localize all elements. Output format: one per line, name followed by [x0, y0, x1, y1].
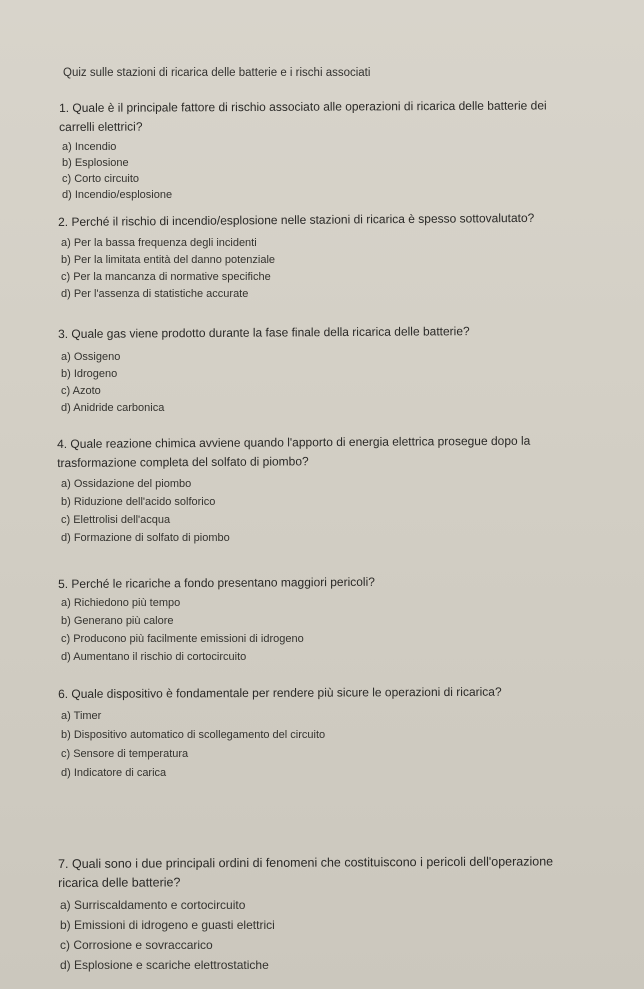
- option-c: c) Elettrolisi dell'acqua: [61, 514, 171, 526]
- option-d: d) Esplosione e scariche elettrostatiche: [60, 958, 269, 972]
- option-b: b) Emissioni di idrogeno e guasti elettrici: [60, 918, 275, 932]
- question-text: [58, 209, 534, 232]
- option-c: c) Azoto: [61, 385, 101, 397]
- question-line-1: 6. Quale dispositivo è fondamentale per rendere più sicure le operazioni di ricarica?: [58, 684, 502, 701]
- option-b: b) Esplosione: [62, 157, 129, 169]
- option-d: d) Incendio/esplosione: [62, 189, 173, 201]
- option-a: a) Ossigeno: [61, 351, 121, 363]
- quiz-title: Quiz sulle stazioni di ricarica delle batterie e i rischi associati: [63, 67, 371, 79]
- option-a: a) Timer: [61, 710, 102, 722]
- option-c: c) Corrosione e sovraccarico: [60, 938, 213, 952]
- option-b: b) Per la limitata entità del danno potenziale: [61, 254, 276, 266]
- question-text: [58, 852, 553, 893]
- option-c: c) Corto circuito: [62, 173, 140, 185]
- option-b: b) Idrogeno: [61, 368, 118, 380]
- option-d: d) Aumentano il rischio di cortocircuito: [61, 651, 247, 663]
- option-c: c) Sensore di temperatura: [61, 748, 189, 760]
- question-text: [58, 573, 375, 594]
- option-a: a) Incendio: [62, 141, 117, 153]
- question-text: [58, 322, 470, 344]
- question-line-2: ricarica delle batterie?: [58, 875, 181, 890]
- question-text: [57, 432, 531, 473]
- option-b: b) Riduzione dell'acido solforico: [61, 496, 216, 508]
- question-line-1: 4. Quale reazione chimica avviene quando l'apporto di energia elettrica prosegue dopo la: [57, 433, 531, 451]
- option-c: c) Per la mancanza di normative specifiche: [61, 271, 271, 283]
- option-a: a) Richiedono più tempo: [61, 597, 181, 609]
- question-line-2: carrelli elettrici?: [59, 119, 143, 134]
- option-a: a) Ossidazione del piombo: [61, 478, 192, 490]
- question-text: [58, 683, 502, 704]
- question-text: [59, 96, 547, 137]
- question-line-1: 2. Perché il rischio di incendio/esplosione nelle stazioni di ricarica è spesso sottovalutato?: [58, 210, 535, 229]
- option-a: a) Per la bassa frequenza degli incidenti: [61, 237, 257, 249]
- option-d: d) Formazione di solfato di piombo: [61, 532, 230, 544]
- option-d: d) Per l'assenza di statistiche accurate: [61, 288, 249, 300]
- option-a: a) Surriscaldamento e cortocircuito: [60, 898, 246, 912]
- option-c: c) Producono più facilmente emissioni di idrogeno: [61, 633, 304, 645]
- question-line-1: 5. Perché le ricariche a fondo presentano maggiori pericoli?: [58, 574, 375, 591]
- option-b: b) Dispositivo automatico di scollegamento del circuito: [61, 729, 326, 741]
- option-b: b) Generano più calore: [61, 615, 174, 627]
- question-line-2: trasformazione completa del solfato di piombo?: [57, 454, 309, 470]
- option-d: d) Indicatore di carica: [61, 767, 167, 779]
- question-line-1: 3. Quale gas viene prodotto durante la fase finale della ricarica delle batterie?: [58, 324, 470, 341]
- question-line-1: 7. Quali sono i due principali ordini di fenomeni che costituiscono i pericoli dell'operazione: [58, 854, 554, 871]
- option-d: d) Anidride carbonica: [61, 402, 165, 414]
- question-line-1: 1. Quale è il principale fattore di rischio associato alle operazioni di ricarica delle batterie dei: [59, 98, 547, 115]
